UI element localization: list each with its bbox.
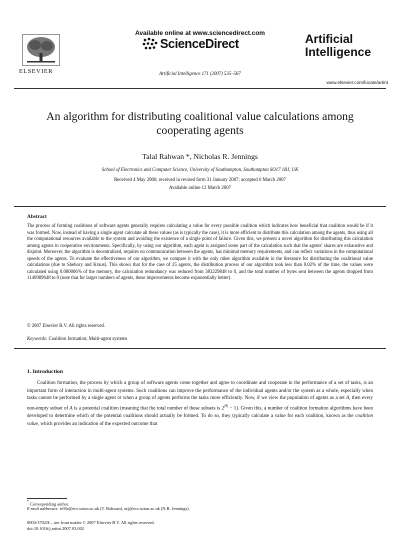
available-online-date: Available online 12 March 2007: [169, 186, 231, 191]
abstract-body: The process of forming coalitions of software agents generally requires calculating a value for every possible coalition which indicates how beneficial that coalition would be if it was formed. Now, instead of having a single agent calculate all these values (as is typically the case), it is more efficient to distribute this calculation among the agents, thus using all the computational resources available to the system and avoiding the existence of a single point of failure. Given this, we present a novel algorithm for distributing this calculation among agents in cooperative environments. Specifically, by using our algorithm, each agent is assigned some part of the calculation such that the agents' shares are exhaustive and disjoint. Moreover, the algorithm is decentralized, requires no communication between the agents, has minimal memory requirements, and can reflect variations in the computational speeds of the agents. To evaluate the effectiveness of our algorithm, we compare it with the only other algorithm available in the literature for distributing the coalitional value calculations (due to Shehory and Kraus). This shows that for the case of 25 agents, the distribution process of our algorithm took less than 0.02% of the time, the values were calculated using 0.000006% of the memory, the calculation redundancy was reduced from 383229848 to 0, and the total number of bytes sent between the agents dropped from 1146989648 to 0 (note that for larger numbers of agents, these improvements become exponentially better).: [27, 224, 373, 281]
keywords-label: Keywords:: [27, 337, 48, 342]
available-online-notice: Available online at www.sciencedirect.com: [135, 30, 265, 37]
article-identifiers: [27, 520, 373, 531]
email-label: E-mail addresses:: [27, 506, 59, 511]
doi-line: doi:10.1016/j.artint.2007.03.002: [27, 525, 84, 531]
journal-header: [0, 0, 400, 96]
copyright-notice: © 2007 Elsevier B.V. All rights reserved.: [27, 324, 106, 329]
received-dates: Received 4 May 2006; received in revised form 31 January 2007; accepted 6 March 2007: [114, 178, 286, 183]
elsevier-tree-logo-icon: [22, 34, 60, 66]
footnote-marker: *: [27, 500, 29, 504]
journal-citation: Artificial Intelligence 171 (2007) 535–567: [159, 72, 241, 77]
intro-italic-term: coalition value: [27, 414, 373, 428]
intro-text-4: − 1). Given this, a number of coalition formation algorithms have been developed to determine which of the potential coalitions should actually be formed. To do so, they typically calculate a value for each coalition, known as the: [27, 406, 374, 420]
abstract-top-rule: [14, 206, 386, 207]
email-footnote: [27, 506, 373, 512]
journal-name-line-1: Artificial: [305, 32, 354, 46]
article-title: An algorithm for distributing coalitional value calculations among cooperating agents: [46, 110, 354, 137]
journal-name: [305, 33, 385, 59]
section-heading: 1. Introduction: [27, 369, 63, 375]
keywords-line: [27, 337, 127, 342]
intro-text-1: Coalition formation, the process by which a group of software agents come together and agree to coordinate and cooperate in the performance of a set of tasks, is an important form of interaction in multi-agent systems. Such coalitions can improve the performance of the individual agents and/or the system as a whole, especially when tasks cannot be performed by a single agent or when a group of agents performs the tasks more efficiently. Now, if we view the population of agents as a set: [27, 381, 373, 402]
footnote-rule: [27, 498, 67, 499]
intro-text-5: , which provides an indication of the expected outcome that: [37, 422, 158, 428]
intro-text-3: is a potential coalition (meaning that the total number of these subsets is 2: [72, 406, 225, 412]
abstract-heading: Abstract: [27, 214, 47, 220]
intro-var-a-2: A: [69, 406, 73, 412]
intro-exponent: |A|: [224, 404, 229, 409]
journal-name-line-2: Intelligence: [305, 45, 372, 59]
email-addresses: tr03r@ecs.soton.ac.uk (T. Rahwan), nrj@ecs.soton.ac.uk (N.R. Jennings).: [59, 506, 190, 511]
footnote-corresponding: Corresponding author.: [29, 501, 70, 507]
journal-url: www.elsevier.com/locate/artint: [326, 80, 388, 85]
sciencedirect-logo-text: ScienceDirect: [160, 37, 239, 51]
sciencedirect-logo-icon: [142, 37, 158, 51]
publisher-name: ELSEVIER: [19, 68, 54, 75]
introduction-paragraph: [27, 380, 373, 429]
intro-text-2: , then every non-empty subset of: [27, 396, 373, 412]
abstract-bottom-rule: [14, 348, 386, 349]
intro-var-a-1: A: [346, 396, 350, 402]
article-authors: Talal Rahwan *, Nicholas R. Jennings: [142, 152, 258, 161]
keywords-value: Coalition formation; Multi-agent systems: [48, 337, 128, 342]
header-rule: [14, 88, 386, 89]
issn-line: 0004-3702/$ – see front matter © 2007 Elsevier B.V. All rights reserved.: [27, 520, 155, 525]
author-affiliation: School of Electronics and Computer Science, University of Southampton, Southampton SO17 1BJ, UK: [101, 168, 299, 173]
